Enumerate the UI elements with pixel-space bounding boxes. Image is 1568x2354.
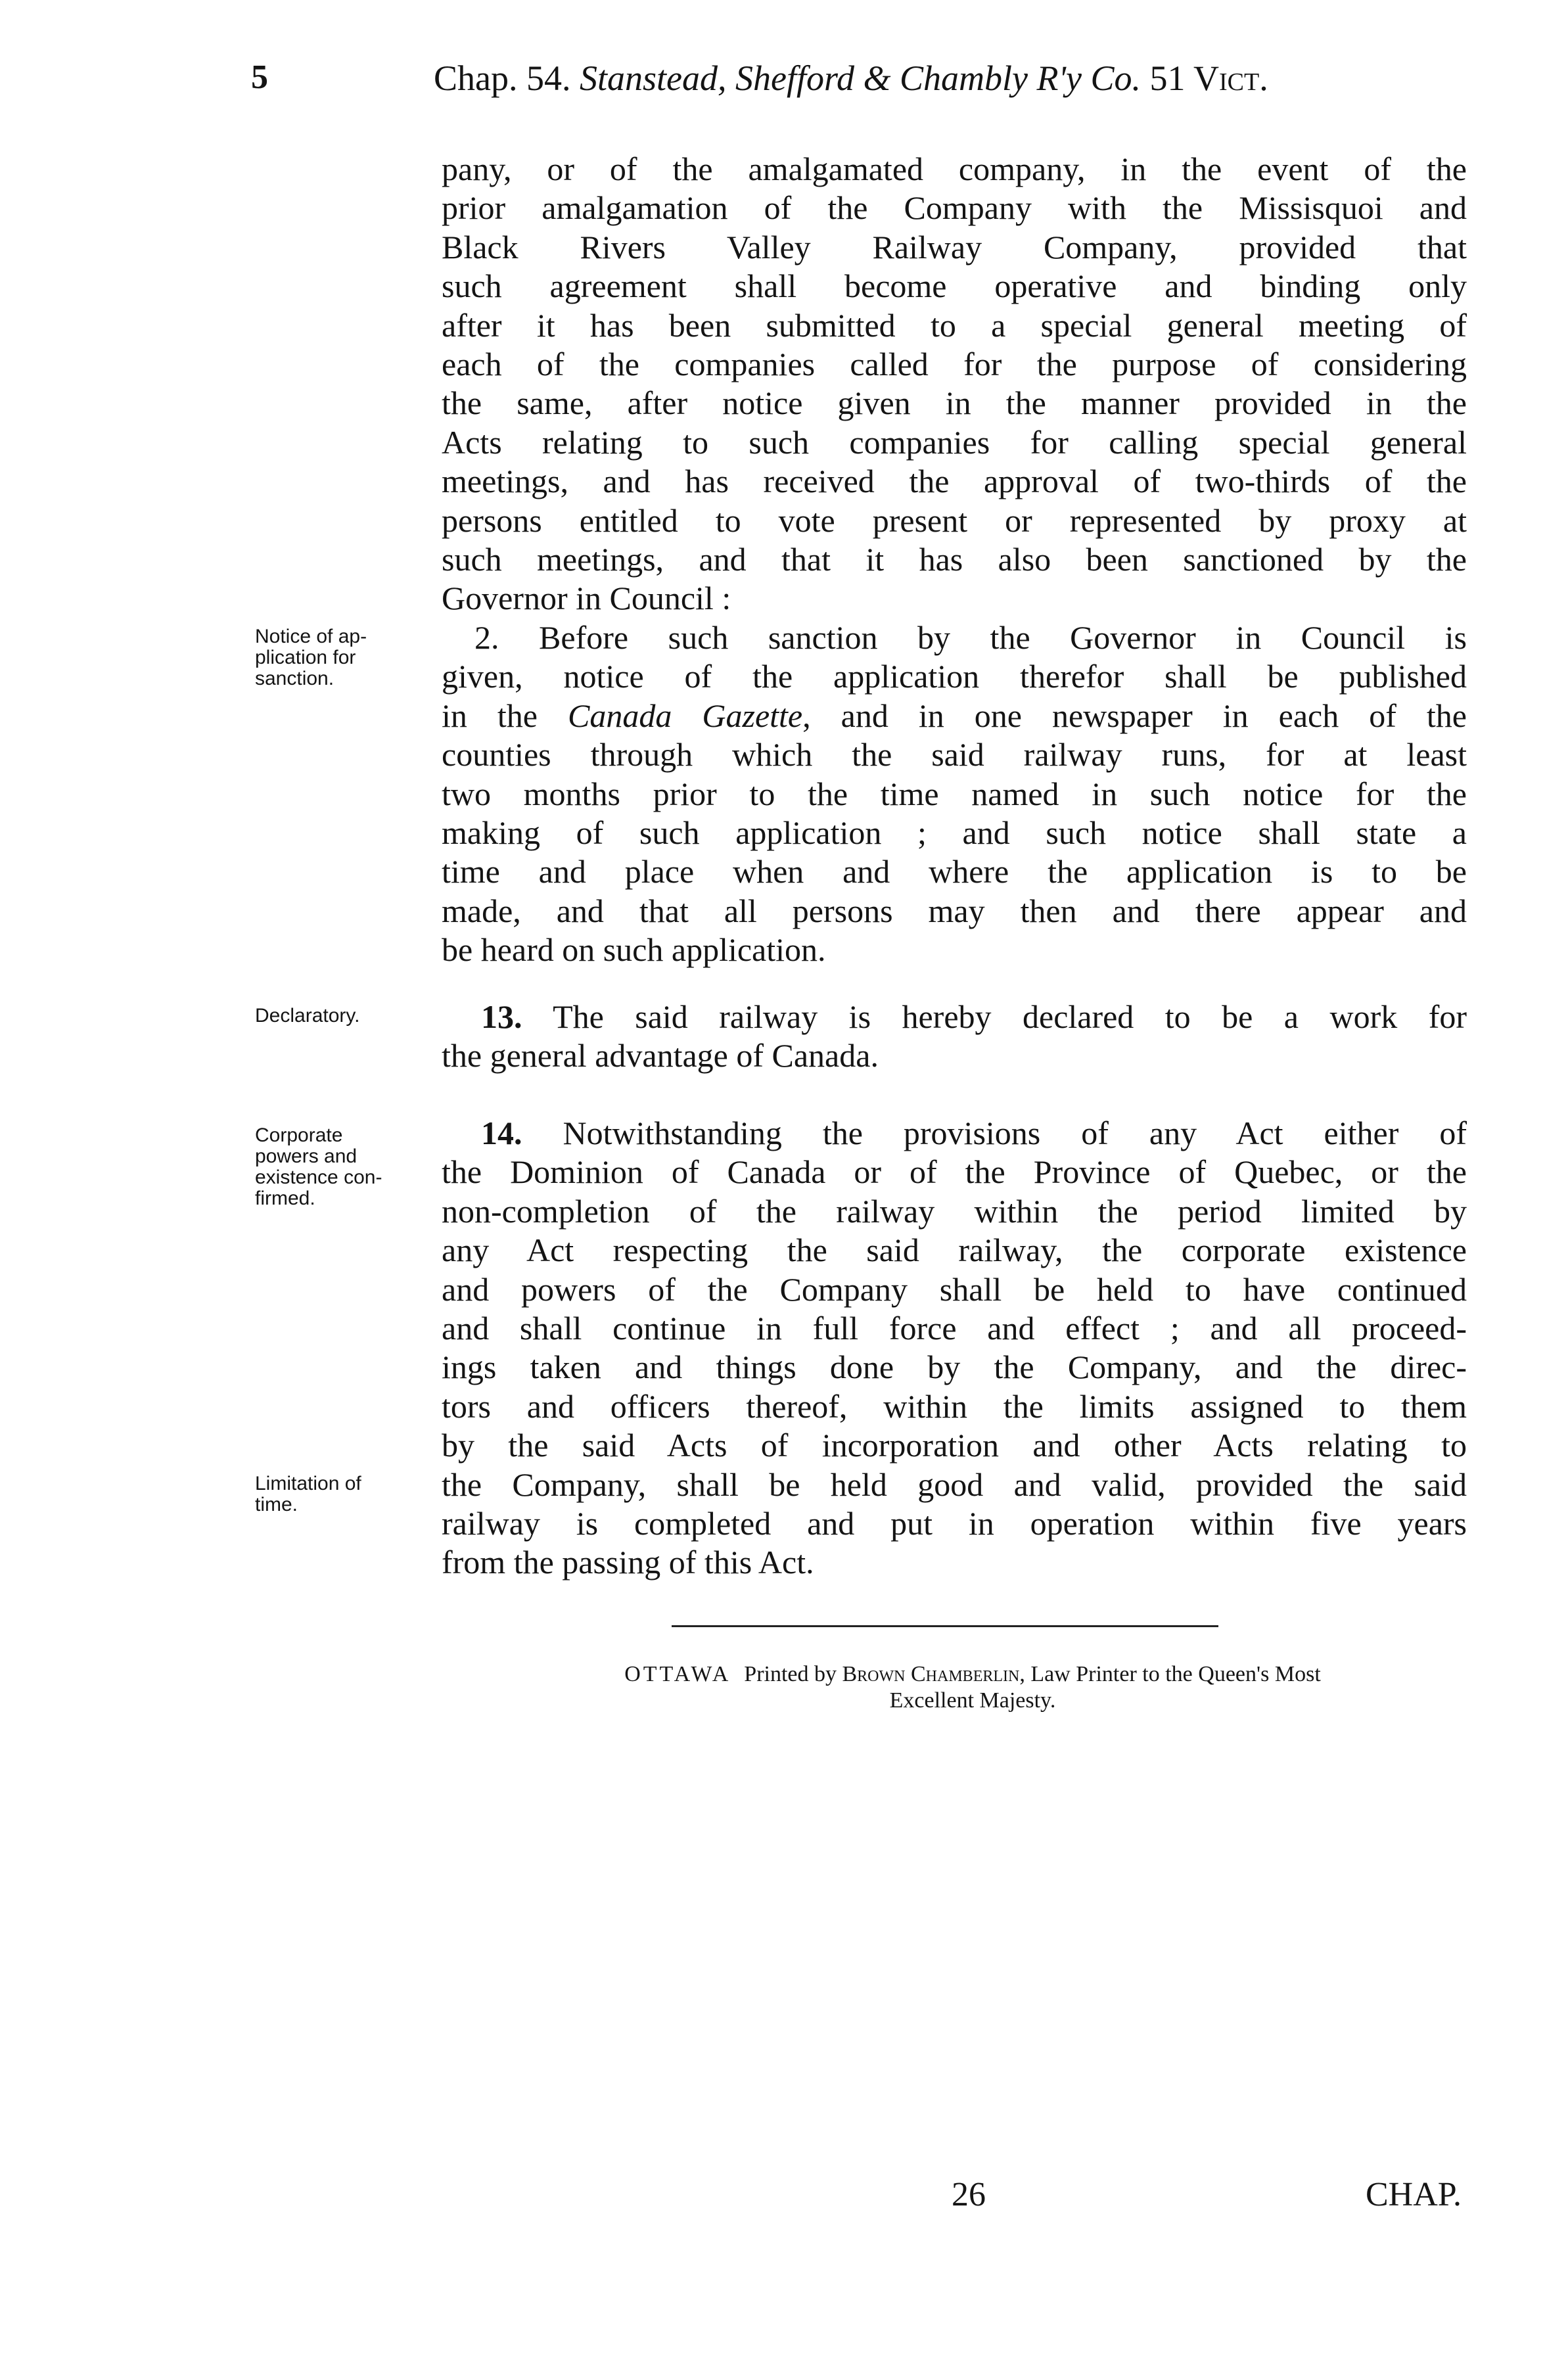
text-line: prior amalgamation of the Company with the Missisquoi and — [442, 189, 1467, 227]
text-line: Governor in Council : — [442, 580, 731, 617]
margin-note-line: sanction. — [255, 668, 334, 689]
section-number: 13. — [481, 998, 522, 1035]
text-line: counties through which the said railway runs, for at least — [442, 736, 1467, 773]
footer-page-number: 26 — [952, 2176, 986, 2213]
text-line — [442, 697, 1467, 735]
text-run: Notwithstanding the provisions of any Act either of — [522, 1115, 1467, 1151]
divider-rule — [672, 1625, 1218, 1627]
text-line: time and place when and where the application is to be — [442, 853, 1467, 890]
text-line: and powers of the Company shall be held to have continued — [442, 1270, 1467, 1308]
text-line: by the said Acts of incorporation and other Acts relating to — [442, 1427, 1467, 1464]
text-line: 2. Before such sanction by the Governor in Council is — [474, 619, 1467, 656]
text-line: each of the companies called for the purpose of considering — [442, 346, 1467, 383]
page-number: 5 — [251, 58, 268, 96]
margin-note-notice — [255, 626, 432, 689]
text-line: Acts relating to such companies for calling special general — [442, 423, 1467, 461]
running-title — [434, 58, 1268, 99]
text-line: making of such application ; and such notice shall state a — [442, 814, 1467, 852]
imprint-text: , Law Printer to the Queen's Most — [1019, 1662, 1321, 1686]
text-line: such meetings, and that it has also been sanctioned by the — [442, 541, 1467, 578]
text-line: such agreement shall become operative and binding only — [442, 267, 1467, 305]
text-line: meetings, and has received the approval of two-thirds of the — [442, 463, 1467, 500]
text-run: , and in one newspaper in each of the — [802, 697, 1467, 734]
text-line: pany, or of the amalgamated company, in the event of the — [442, 150, 1467, 187]
margin-note-line: Notice of ap- — [255, 626, 367, 647]
text-line: two months prior to the time named in such notice for the — [442, 775, 1467, 812]
text-line: Black Rivers Valley Railway Company, provided that — [442, 228, 1467, 265]
text-line: any Act respecting the said railway, the corporate existence — [442, 1232, 1467, 1269]
text-line — [442, 1114, 1467, 1153]
margin-note-declaratory — [255, 1005, 432, 1027]
section-12-continued — [442, 150, 1467, 618]
text-line: the Dominion of Canada or of the Province of Quebec, or the — [442, 1153, 1467, 1191]
running-header — [0, 58, 1568, 110]
text-line — [442, 998, 1467, 1036]
text-line: made, and that all persons may then and there appear and — [442, 892, 1467, 929]
margin-note-line: plication for — [255, 647, 356, 668]
margin-note-line: Declaratory. — [255, 1005, 360, 1027]
text-line: after it has been submitted to a special general meeting of — [442, 306, 1467, 344]
margin-note-line: time. — [255, 1494, 298, 1515]
margin-note-line: Limitation of — [255, 1473, 361, 1494]
margin-note-corporate-powers — [255, 1125, 432, 1209]
gazette-name: Canada Gazette — [568, 697, 803, 734]
text-line: railway is completed and put in operation within five years — [442, 1505, 1467, 1542]
margin-note-line: powers and — [255, 1145, 357, 1167]
margin-note-limitation — [255, 1473, 432, 1515]
text-line: from the passing of this Act. — [442, 1544, 814, 1581]
text-line: non-completion of the railway within the period limited by — [442, 1192, 1467, 1230]
text-line: tors and officers thereof, within the limits assigned to them — [442, 1387, 1467, 1425]
margin-note-line: Corporate — [255, 1124, 343, 1146]
margin-note-line: firmed. — [255, 1188, 315, 1209]
section-14 — [442, 1114, 1467, 1582]
section-13 — [442, 998, 1467, 1076]
text-line: persons entitled to vote present or represented by proxy at — [442, 501, 1467, 539]
subsection-2 — [442, 618, 1467, 970]
act-title: Stanstead, Shefford & Chambly R'y Co. — [580, 58, 1141, 98]
imprint-line — [460, 1661, 1485, 1688]
text-line: the general advantage of Canada. — [442, 1037, 879, 1074]
printer-name: Brown Chamberlin — [842, 1662, 1020, 1686]
chapter-label: Chap. 54. — [434, 58, 571, 98]
text-line: and shall continue in full force and effect ; and all proceed- — [442, 1310, 1467, 1347]
text-run: The said railway is hereby declared to be a work for — [522, 998, 1467, 1035]
text-line: the Company, shall be held good and valid, provided the said — [442, 1465, 1467, 1503]
catchword: CHAP. — [1366, 2176, 1462, 2213]
imprint-place: OTTAWA — [624, 1662, 731, 1686]
section-number: 14. — [481, 1115, 522, 1151]
text-line: be heard on such application. — [442, 931, 826, 969]
printer-imprint — [460, 1661, 1485, 1714]
text-line: the same, after notice given in the manner provided in the — [442, 384, 1467, 422]
text-run: in the — [442, 697, 568, 734]
imprint-text: Printed by — [744, 1662, 842, 1686]
imprint-line: Excellent Majesty. — [889, 1688, 1056, 1713]
regnal-year: 51 Vict. — [1149, 58, 1268, 98]
text-line: given, notice of the application therefor shall be published — [442, 658, 1467, 695]
margin-note-line: existence con- — [255, 1166, 382, 1188]
text-line: ings taken and things done by the Company, and the direc- — [442, 1349, 1467, 1386]
